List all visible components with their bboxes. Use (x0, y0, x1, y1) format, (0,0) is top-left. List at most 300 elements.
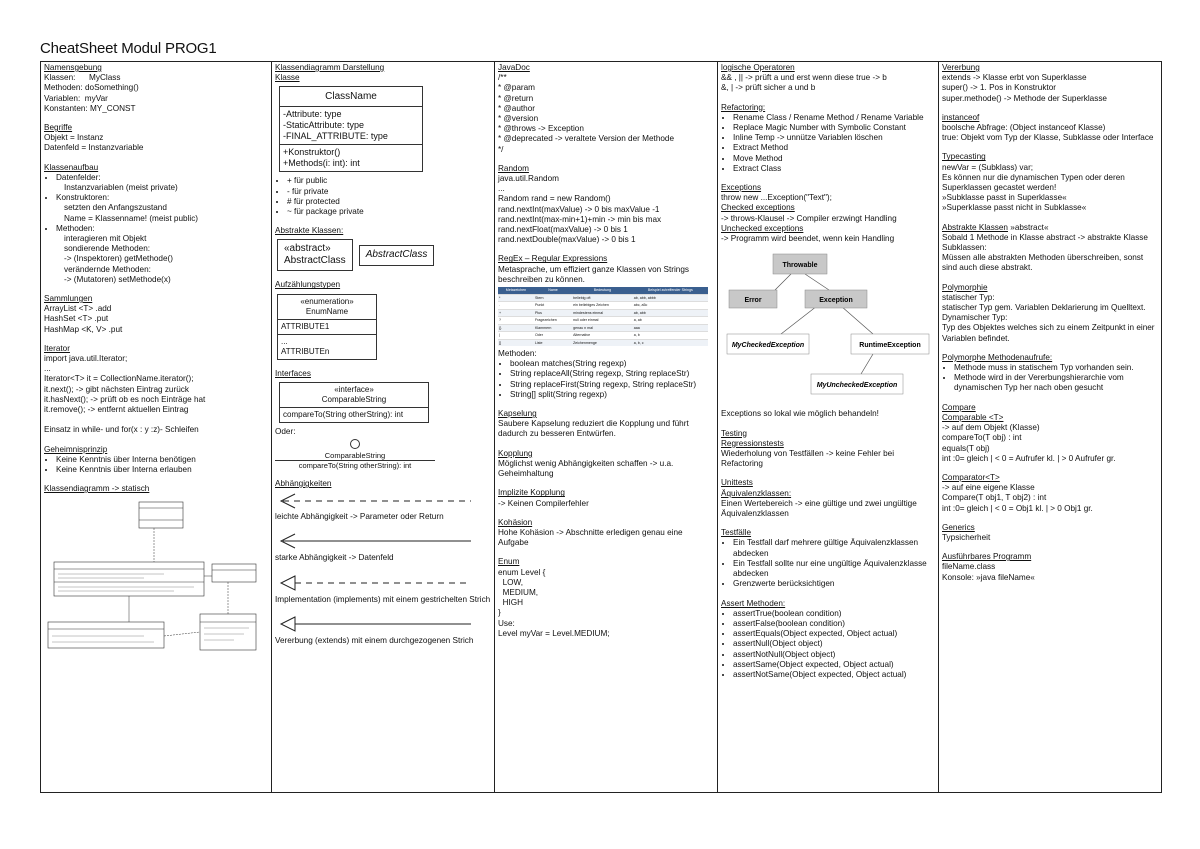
table-cell: beliebig oft (572, 294, 633, 302)
list-item: • String[] split(String regexp) (510, 390, 714, 400)
section-executable (942, 552, 1158, 583)
text-line: newVar = (Subklass) var; (942, 162, 1034, 172)
text-line: Es können nur die dynamischen Typen oder deren Superklassen gecastet werden! (942, 172, 1128, 193)
text-line: * @version (498, 114, 539, 124)
table-cell: mindestens einmal (572, 309, 633, 317)
dashed-triangle-arrow-icon (275, 572, 475, 594)
text-line: boolsche Abfrage: (Object instanceof Klasse) (942, 123, 1106, 133)
section-polymorphism (942, 283, 1158, 344)
class-diagram-image (44, 496, 264, 656)
section-regex (498, 254, 714, 400)
text-line: * @return (498, 93, 534, 103)
item-label: Methoden: (56, 223, 95, 233)
text-line: it.remove(); -> entfernt aktuellen Eintrag (44, 405, 189, 415)
text-line: equals(T obj) (942, 443, 990, 453)
interface-name: ComparableString (321, 394, 387, 404)
section-generics (942, 523, 1158, 543)
text-line: * @deprecated -> veraltete Version der Methode (498, 134, 675, 144)
section-title: Testing (721, 428, 747, 438)
lollipop-interface (275, 439, 435, 470)
text-line: it.next(); -> gibt nächsten Eintrag zurück (44, 384, 189, 394)
text-line: Variablen: myVar (44, 93, 108, 103)
uml-method: +Konstruktor() (283, 147, 341, 158)
text-line: * @param (498, 83, 535, 93)
text-line: Müssen alle abstrakten Methoden überschreiben, sonst sind auch diese abstrakt. (942, 253, 1146, 273)
text-line: fileName.class (942, 562, 996, 572)
list-item: • boolean matches(String regexp) (510, 359, 714, 369)
section-title: instanceof (942, 112, 980, 122)
section-title: Unittests (721, 478, 753, 488)
list-item: • String replaceAll(String regexp, String replaceStr) (510, 369, 714, 379)
column-1 (41, 62, 272, 792)
text-line: /** (498, 73, 507, 83)
text-line: Sobald 1 Methode in Klasse abstract -> abstrakte Klasse (942, 232, 1148, 242)
text-line: Dynamischer Typ: (942, 313, 1008, 323)
text-line: rand.nextInt(maxValue) -> 0 bis maxValue -1 (498, 204, 660, 214)
text-line: ArrayList <T> .add (44, 304, 112, 314)
list-item: • # für protected (287, 197, 491, 207)
uml-class-box (279, 86, 423, 172)
table-cell: ab, abb, abbb (633, 294, 708, 302)
interface-name: ComparableString (324, 451, 386, 461)
table-cell: Klammern (534, 324, 572, 332)
table-cell: {} (498, 324, 534, 332)
exception-label: Exception (819, 297, 853, 305)
item-label: Konstruktoren: (56, 193, 110, 203)
text-line: it.hasNext(); -> prüft ob es noch Einträge hat (44, 394, 206, 404)
section-title-row (942, 223, 1158, 233)
section-title: Klassenaufbau (44, 162, 99, 172)
text-line: Möglichst wenig Abhängigkeiten schaffen -> u.a. Geheimhaltung (498, 458, 676, 479)
cheatsheet-grid (40, 61, 1162, 793)
list-item: • Methode wird in der Vererbungshierarchie vom dynamischen Typ her nach oben gesucht (954, 373, 1158, 393)
section-title: Interfaces (275, 368, 311, 378)
text-line: Subklassen: (942, 243, 987, 253)
secret-list (44, 455, 268, 475)
subsection-title: Unchecked exceptions (721, 223, 804, 233)
table-cell: . (498, 302, 534, 310)
section-title: Iterator (44, 343, 70, 353)
list-item: • Grenzwerte berücksichtigen (733, 579, 935, 589)
text-line: * @throws -> Exception (498, 124, 584, 134)
section-title: Refactoring: (721, 102, 766, 112)
list-item: • + für public (287, 176, 491, 186)
stereotype-label: «interface» (334, 384, 374, 394)
list-item: • assertNotSame(Object expected, Object actual) (733, 670, 935, 680)
text-line: Iterator<T> it = CollectionName.iterator(); (44, 374, 194, 384)
testcases-list (721, 538, 935, 589)
visibility-list (275, 176, 491, 217)
section-exceptions (721, 183, 935, 420)
abstract-class-box (277, 239, 353, 271)
enum-value: ... (281, 336, 288, 346)
interface-head (280, 383, 428, 408)
list-item: • assertSame(Object expected, Object actual) (733, 660, 935, 670)
refactoring-list (721, 113, 935, 174)
list-item: • Keine Kenntnis über Interna benötigen (56, 455, 268, 465)
table-cell: a, b (633, 332, 708, 340)
section-inheritance (942, 63, 1158, 104)
table-cell: Fragezeichen (534, 317, 572, 325)
section-title: Klassendiagramm Darstellung (275, 63, 385, 72)
title-suffix: »abstract« (1008, 222, 1049, 232)
text-line: Typsicherheit (942, 532, 991, 542)
list-item: • ~ für package private (287, 207, 491, 217)
interface-box (279, 382, 429, 423)
stereotype-label: «abstract» (284, 243, 331, 255)
text-line: Einsatz in while- und for(x : y :z)- Schleifen (44, 425, 199, 435)
regex-table (498, 287, 708, 346)
text-line: statischer Typ: (942, 292, 995, 302)
section-unittests (721, 478, 935, 519)
text-line: -> auf eine eigene Klasse (942, 483, 1035, 493)
table-header: Beispiel zutreffender Strings (633, 287, 708, 294)
text-line: int :0= gleich | < 0 = Aufrufer kl. | > 0 Aufrufer gr. (942, 453, 1116, 463)
runtime-exception-label: RuntimeException (859, 342, 921, 350)
class-name: AbstractClass (284, 255, 346, 267)
section-abstract (942, 223, 1158, 274)
text-line: Implementation (implements) mit einem gestrichelten Strich (275, 594, 491, 604)
text-line: -> (Inspektoren) getMethode() (64, 254, 173, 264)
table-cell: * (498, 294, 534, 302)
table-cell: Punkt (534, 302, 572, 310)
text-line: extends -> Klasse erbt von Superklasse (942, 73, 1087, 83)
section-terms (44, 123, 268, 154)
section-coupling (498, 449, 714, 480)
text-line: super() -> 1. Pos in Konstruktor (942, 83, 1056, 93)
section-title: Abhängigkeiten (275, 479, 332, 489)
subsection-title: Regressionstests (721, 438, 784, 448)
text-line: Datenfeld = Instanzvariable (44, 143, 144, 153)
text-line: starke Abhängigkeit -> Datenfeld (275, 553, 394, 563)
structure-list (44, 173, 268, 285)
text-line: ... (498, 184, 505, 194)
text-line: statischer Typ gem. Variablen Deklarierung im Quelltext. (942, 303, 1146, 313)
list-item: • assertNull(Object object) (733, 639, 935, 649)
table-cell: a, ab (633, 317, 708, 325)
section-title: Random (498, 163, 529, 173)
text-line: »Superklasse passt nicht in Subklasse« (942, 203, 1087, 213)
text-line: int :0= gleich | < 0 = Obj1 kl. | > 0 Obj1 gr. (942, 503, 1093, 513)
interface-circle-icon (350, 439, 360, 449)
section-title: Implizite Kopplung (498, 488, 565, 498)
section-collections (44, 294, 268, 335)
unchecked-exception-label: MyUncheckedException (816, 382, 898, 390)
table-header: Metazeichen (498, 287, 534, 294)
regex-methods-list (498, 359, 714, 400)
section-title: Polymorphie (942, 282, 988, 292)
list-item (56, 224, 268, 285)
list-item: • Ein Testfall darf mehrere gültige Äquivalenzklassen abdecken (733, 538, 935, 558)
text-line: interagieren mit Objekt (64, 234, 147, 244)
section-title: Abstrakte Klassen (942, 222, 1008, 232)
section-title: Vererbung (942, 63, 980, 72)
text-line: true: Objekt vom Typ der Klasse, Subklasse oder Interface (942, 133, 1154, 143)
text-line: Hohe Kohäsion -> Abschnitte erledigen genau eine Aufgabe (498, 527, 685, 548)
column-3 (495, 62, 718, 792)
text-line: Metasprache, um effiziert ganze Klassen von Strings beschreiben zu können. (498, 264, 692, 284)
text-line: Wiederholung von Testfällen -> keine Fehler bei Refactoring (721, 449, 897, 469)
table-cell: [] (498, 339, 534, 346)
table-row (498, 332, 708, 340)
table-cell: Stern (534, 294, 572, 302)
list-item: • assertFalse(boolean condition) (733, 619, 935, 629)
uml-attributes (280, 107, 422, 145)
section-title: Polymorphe Methodenaufrufe: (942, 352, 1053, 362)
section-title: Compare (942, 402, 976, 412)
list-item: • - für private (287, 187, 491, 197)
text-line: rand.nextInt(max-min+1)+min -> min bis max (498, 214, 662, 224)
section-title: Abstrakte Klassen: (275, 226, 344, 236)
text-line: rand.nextFloat(maxValue) -> 0 bis 1 (498, 225, 628, 235)
section-title: Exceptions (721, 183, 762, 193)
enum-value: ATTRIBUTEn (281, 346, 330, 356)
text-line: Konsole: »java fileName« (942, 572, 1035, 582)
section-javadoc (498, 63, 714, 155)
text-line: Random rand = new Random() (498, 194, 611, 204)
item-label: Datenfelder: (56, 172, 101, 182)
subsection-title: Äquivalenzklassen: (721, 488, 792, 498)
section-class-diagram (44, 484, 268, 659)
list-item: • assertNotNull(Object object) (733, 650, 935, 660)
section-title: Klassendiagramm -> statisch (44, 484, 150, 494)
table-cell: Alternative (572, 332, 633, 340)
text-line: setzten den Anfangszustand (64, 203, 167, 213)
section-title: Geheimnisprinzip (44, 444, 108, 454)
section-assert (721, 599, 935, 681)
page-title: CheatSheet Modul PROG1 (40, 40, 217, 57)
uml-attribute: -FINAL_ATTRIBUTE: type (283, 131, 388, 142)
spacer (44, 415, 268, 425)
column-4 (718, 62, 939, 792)
text-line: MEDIUM, (498, 587, 539, 597)
column-2 (272, 62, 495, 792)
section-polymorphic-methods (942, 353, 1158, 394)
list-item: • String replaceFirst(String regexp, String replaceStr) (510, 380, 714, 390)
text-line: Oder: (275, 426, 296, 436)
enum-values (278, 335, 376, 359)
list-item: • assertTrue(boolean condition) (733, 609, 935, 619)
text-line: Saubere Kapselung reduziert die Kopplung und führt dadurch zu besseren Entwürfen. (498, 419, 692, 439)
table-row (498, 302, 708, 310)
text-line: Exceptions so lokal wie möglich behandeln! (721, 409, 879, 419)
section-title: JavaDoc (498, 63, 530, 72)
text-line: -> throws-Klausel -> Compiler erzwingt Handling (721, 213, 897, 223)
list-item: • Inline Temp -> unnütze Variablen löschen (733, 133, 935, 143)
interface-method: compareTo(String otherString): int (275, 460, 435, 470)
list-item: • Move Method (733, 154, 935, 164)
list-item: • Methode muss in statischem Typ vorhanden sein. (954, 363, 1158, 373)
table-row (498, 339, 708, 346)
enum-name: EnumName (305, 306, 349, 316)
text-line: -> Keinen Compilerfehler (498, 498, 589, 508)
text-line: Klassen: MyClass (44, 73, 121, 83)
table-header-row (498, 287, 708, 294)
dashed-open-arrow-icon (275, 491, 475, 511)
table-header: Name (534, 287, 572, 294)
table-cell: Plus (534, 309, 572, 317)
text-line: HashSet <T> .put (44, 314, 109, 324)
text-line: »Subklasse passt in Superklasse« (942, 193, 1067, 203)
text-line: * @author (498, 103, 535, 113)
table-row (498, 324, 708, 332)
text-line: Instanzvariablen (meist private) (64, 183, 178, 193)
section-title: Aufzählungstypen (275, 280, 341, 290)
text-line: Konstanten: MY_CONST (44, 103, 136, 113)
table-cell: ein beliebiges Zeichen (572, 302, 633, 310)
text-line: java.util.Random (498, 174, 559, 184)
section-instanceof (942, 113, 1158, 144)
section-enum-types (275, 280, 491, 359)
table-cell: a, b, c (633, 339, 708, 346)
text-line: -> (Mutatoren) setMethode(x) (64, 274, 171, 284)
uml-method: +Methods(i: int): int (283, 158, 360, 169)
section-cohesion (498, 518, 714, 549)
section-title: Testfälle (721, 528, 752, 538)
table-cell: Liste (534, 339, 572, 346)
text-line: enum Level { (498, 567, 546, 577)
section-title: Enum (498, 557, 520, 567)
table-cell: abc, a5c (633, 302, 708, 310)
text-line: verändernde Methoden: (64, 264, 151, 274)
section-title: Ausführbares Programm (942, 552, 1032, 562)
section-logic-operators (721, 63, 935, 94)
abstract-class-italic-box: AbstractClass (359, 245, 435, 265)
table-cell: + (498, 309, 534, 317)
uml-attribute: -Attribute: type (283, 109, 342, 120)
section-iterator (44, 344, 268, 436)
section-secret-principle (44, 445, 268, 476)
text-line: throw new ...Exception("Text"); (721, 193, 832, 203)
section-naming (44, 63, 268, 114)
text-line: Objekt = Instanz (44, 133, 104, 143)
section-testcases (721, 528, 935, 589)
text-line: leichte Abhängigkeit -> Parameter oder Return (275, 512, 444, 522)
list-item: • Rename Class / Rename Method / Rename Variable (733, 113, 935, 123)
exception-hierarchy-diagram (721, 250, 933, 400)
section-class-representation (275, 63, 491, 217)
text-line: compareTo(T obj) : int (942, 433, 1022, 443)
table-cell: genau n mal (572, 324, 633, 332)
list-item: • Extract Class (733, 164, 935, 174)
section-testing (721, 429, 935, 470)
text-line: -> auf dem Objekt (Klasse) (942, 423, 1040, 433)
text-line: Compare(T obj1, T obj2) : int (942, 493, 1047, 503)
section-title: Kapselung (498, 409, 537, 419)
text-line: HIGH (498, 598, 524, 608)
table-cell: null oder einmal (572, 317, 633, 325)
section-title: Begriffe (44, 123, 73, 133)
section-title: Typecasting (942, 152, 986, 162)
section-title: Generics (942, 522, 975, 532)
text-line: Methoden: (498, 349, 537, 359)
table-cell: ab, abb (633, 309, 708, 317)
uml-class-name: ClassName (280, 87, 422, 107)
text-line: Methoden: doSomething() (44, 83, 139, 93)
solid-open-arrow-icon (275, 530, 475, 552)
section-random (498, 164, 714, 246)
text-line: &, | -> prüft sicher a und b (721, 83, 816, 93)
section-title: Kopplung (498, 448, 533, 458)
uml-methods (280, 145, 422, 171)
text-line: && , || -> prüft a und erst wenn diese true -> b (721, 73, 887, 83)
table-row (498, 294, 708, 302)
list-item: • Keine Kenntnis über Interna erlauben (56, 465, 268, 475)
section-class-structure (44, 163, 268, 285)
table-cell: | (498, 332, 534, 340)
list-item: • Extract Method (733, 143, 935, 153)
section-abstract-classes (275, 226, 491, 271)
section-title: Kohäsion (498, 517, 533, 527)
text-line: LOW, (498, 577, 524, 587)
text-line: Name = Klassenname! (meist public) (64, 213, 199, 223)
table-cell: ? (498, 317, 534, 325)
section-dependencies (275, 479, 491, 646)
throwable-label: Throwable (782, 262, 818, 270)
text-line: Vererbung (extends) mit einem durchgezogenen Strich (275, 635, 474, 645)
list-item: • Replace Magic Number with Symbolic Constant (733, 123, 935, 133)
stereotype-label: «enumeration» (300, 296, 354, 306)
table-row (498, 317, 708, 325)
solid-triangle-arrow-icon (275, 613, 475, 635)
interface-method: compareTo(String otherString): int (283, 409, 404, 419)
enum-value: ATTRIBUTE1 (278, 320, 376, 335)
table-cell: aaa (633, 324, 708, 332)
section-encapsulation (498, 409, 714, 440)
section-title: RegEx – Regular Expressions (498, 254, 608, 264)
section-title: Assert Methoden: (721, 598, 786, 608)
section-typecasting (942, 152, 1158, 213)
section-refactoring (721, 103, 935, 174)
table-row (498, 309, 708, 317)
column-5 (939, 62, 1161, 792)
list-item (56, 173, 268, 193)
enum-box (277, 294, 377, 360)
checked-exception-label: MyCheckedException (731, 342, 805, 350)
subsection-title: Comparator<T> (942, 472, 1000, 482)
text-line: sondierende Methoden: (64, 244, 151, 254)
table-cell: Zeichenmenge (572, 339, 633, 346)
table-cell: Oder (534, 332, 572, 340)
text-line: HashMap <K, V> .put (44, 324, 123, 334)
enum-head (278, 295, 376, 320)
section-title: logische Operatoren (721, 63, 795, 72)
text-line: } (498, 608, 501, 618)
list-item (56, 193, 268, 224)
text-line: ... (44, 364, 51, 374)
text-line: -> Programm wird beendet, wenn kein Handling (721, 234, 895, 244)
text-line: rand.nextDouble(maxValue) -> 0 bis 1 (498, 235, 636, 245)
text-line: Level myVar = Level.MEDIUM; (498, 628, 610, 638)
text-line: Use: (498, 618, 515, 628)
text-line: Typ des Objektes welches sich zu einem Zeitpunkt in einer Variablen befindet. (942, 323, 1157, 343)
section-implicit-coupling (498, 488, 714, 508)
subsection-title: Checked exceptions (721, 203, 795, 213)
text-line: Einen Wertebereich -> eine gültige und zwei ungültige Äquivalenzklassen (721, 498, 920, 519)
assert-list (721, 609, 935, 680)
uml-attribute: -StaticAttribute: type (283, 120, 365, 131)
list-item: • Ein Testfall sollte nur eine ungültige Äquivalenzklasse abdecken (733, 559, 935, 579)
error-label: Error (744, 297, 762, 305)
text-line: import java.util.Iterator; (44, 354, 128, 364)
text-line: super.methode() -> Methode der Superklasse (942, 93, 1107, 103)
section-enum (498, 557, 714, 639)
table-header: Bedeutung (572, 287, 633, 294)
section-subtitle: Klasse (275, 73, 300, 83)
text-line: */ (498, 144, 504, 154)
polymethods-list (942, 363, 1158, 394)
list-item: • assertEquals(Object expected, Object actual) (733, 629, 935, 639)
